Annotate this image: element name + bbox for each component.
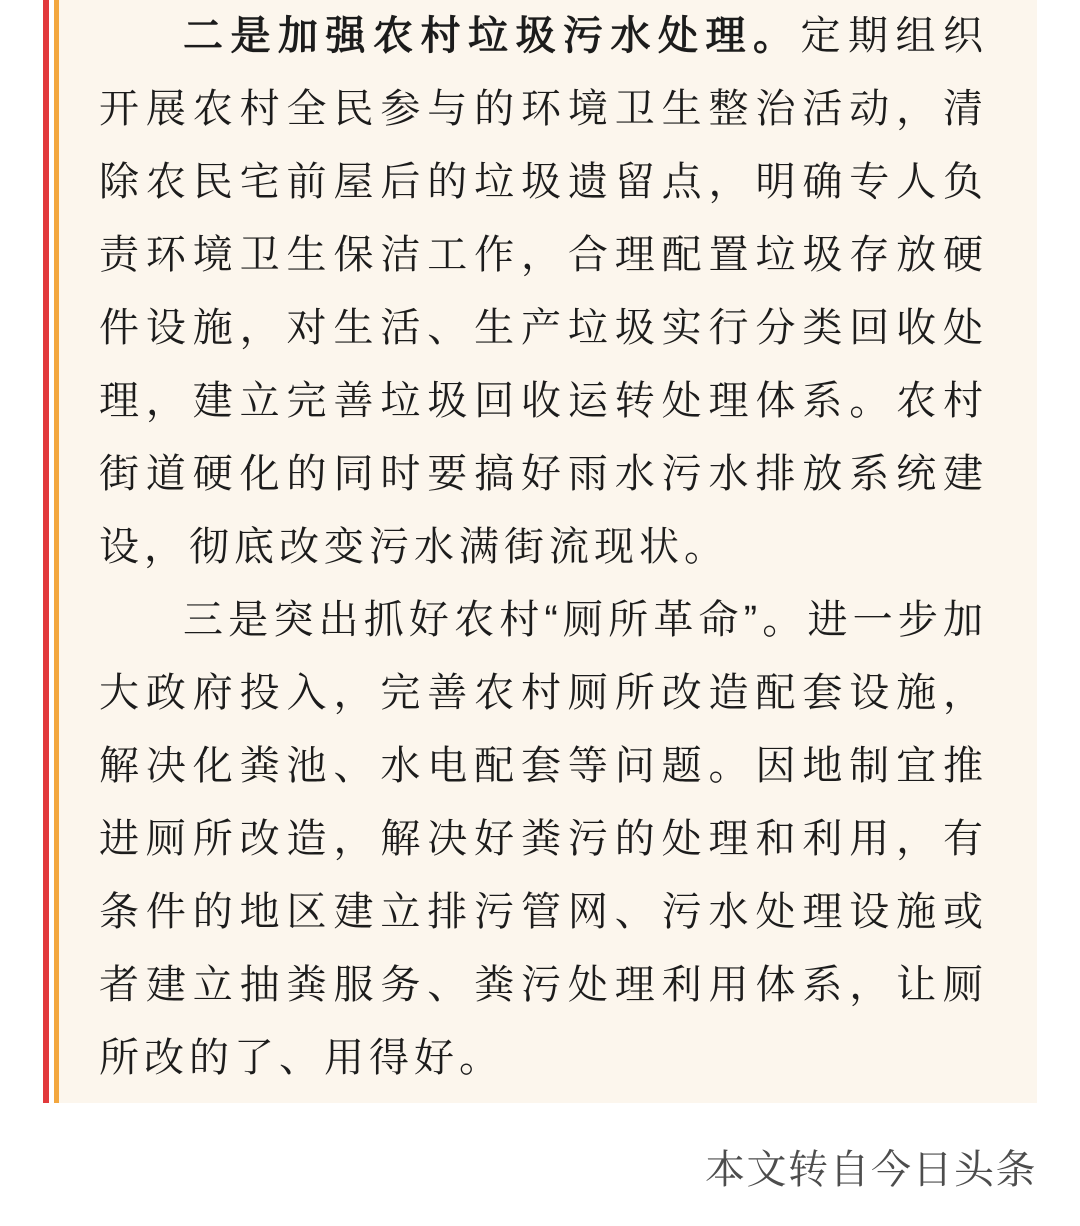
- toilet-revolution-paragraph: [99, 584, 988, 1095]
- paragraph-body-text: 定期组织开展农村全民参与的环境卫生整治活动，清除农民宅前屋后的垃圾遗留点，明确专人负责环境卫生保洁工作，合理配置垃圾存放硬件设施，对生活、生产垃圾实行分类回收处理，建立完善垃圾回收运转处理体系。农村街道硬化的同时要搞好雨水污水排放系统建设，彻底改变污水满街流现状。: [99, 14, 988, 569]
- attribution-text: 本文转自今日头条: [705, 1148, 1037, 1192]
- paragraph-body-text: 三是突出抓好农村“厕所革命”。进一步加大政府投入，完善农村厕所改造配套设施，解决化粪池、水电配套等问题。因地制宜推进厕所改造，解决好粪污的处理和利用，有条件的地区建立排污管网、污水处理设施或者建立抽粪服务、粪污处理利用体系，让厕所改的了、用得好。: [99, 598, 988, 1080]
- highlighted-quote-section: [43, 0, 1037, 1103]
- paragraph-lead-bold-text: 二是加强农村垃圾污水处理。: [183, 14, 801, 58]
- article-body: [43, 0, 1037, 1193]
- quote-text-panel: [59, 0, 1037, 1103]
- garbage-sewage-paragraph: [99, 0, 988, 584]
- attribution-line: [43, 1147, 1037, 1193]
